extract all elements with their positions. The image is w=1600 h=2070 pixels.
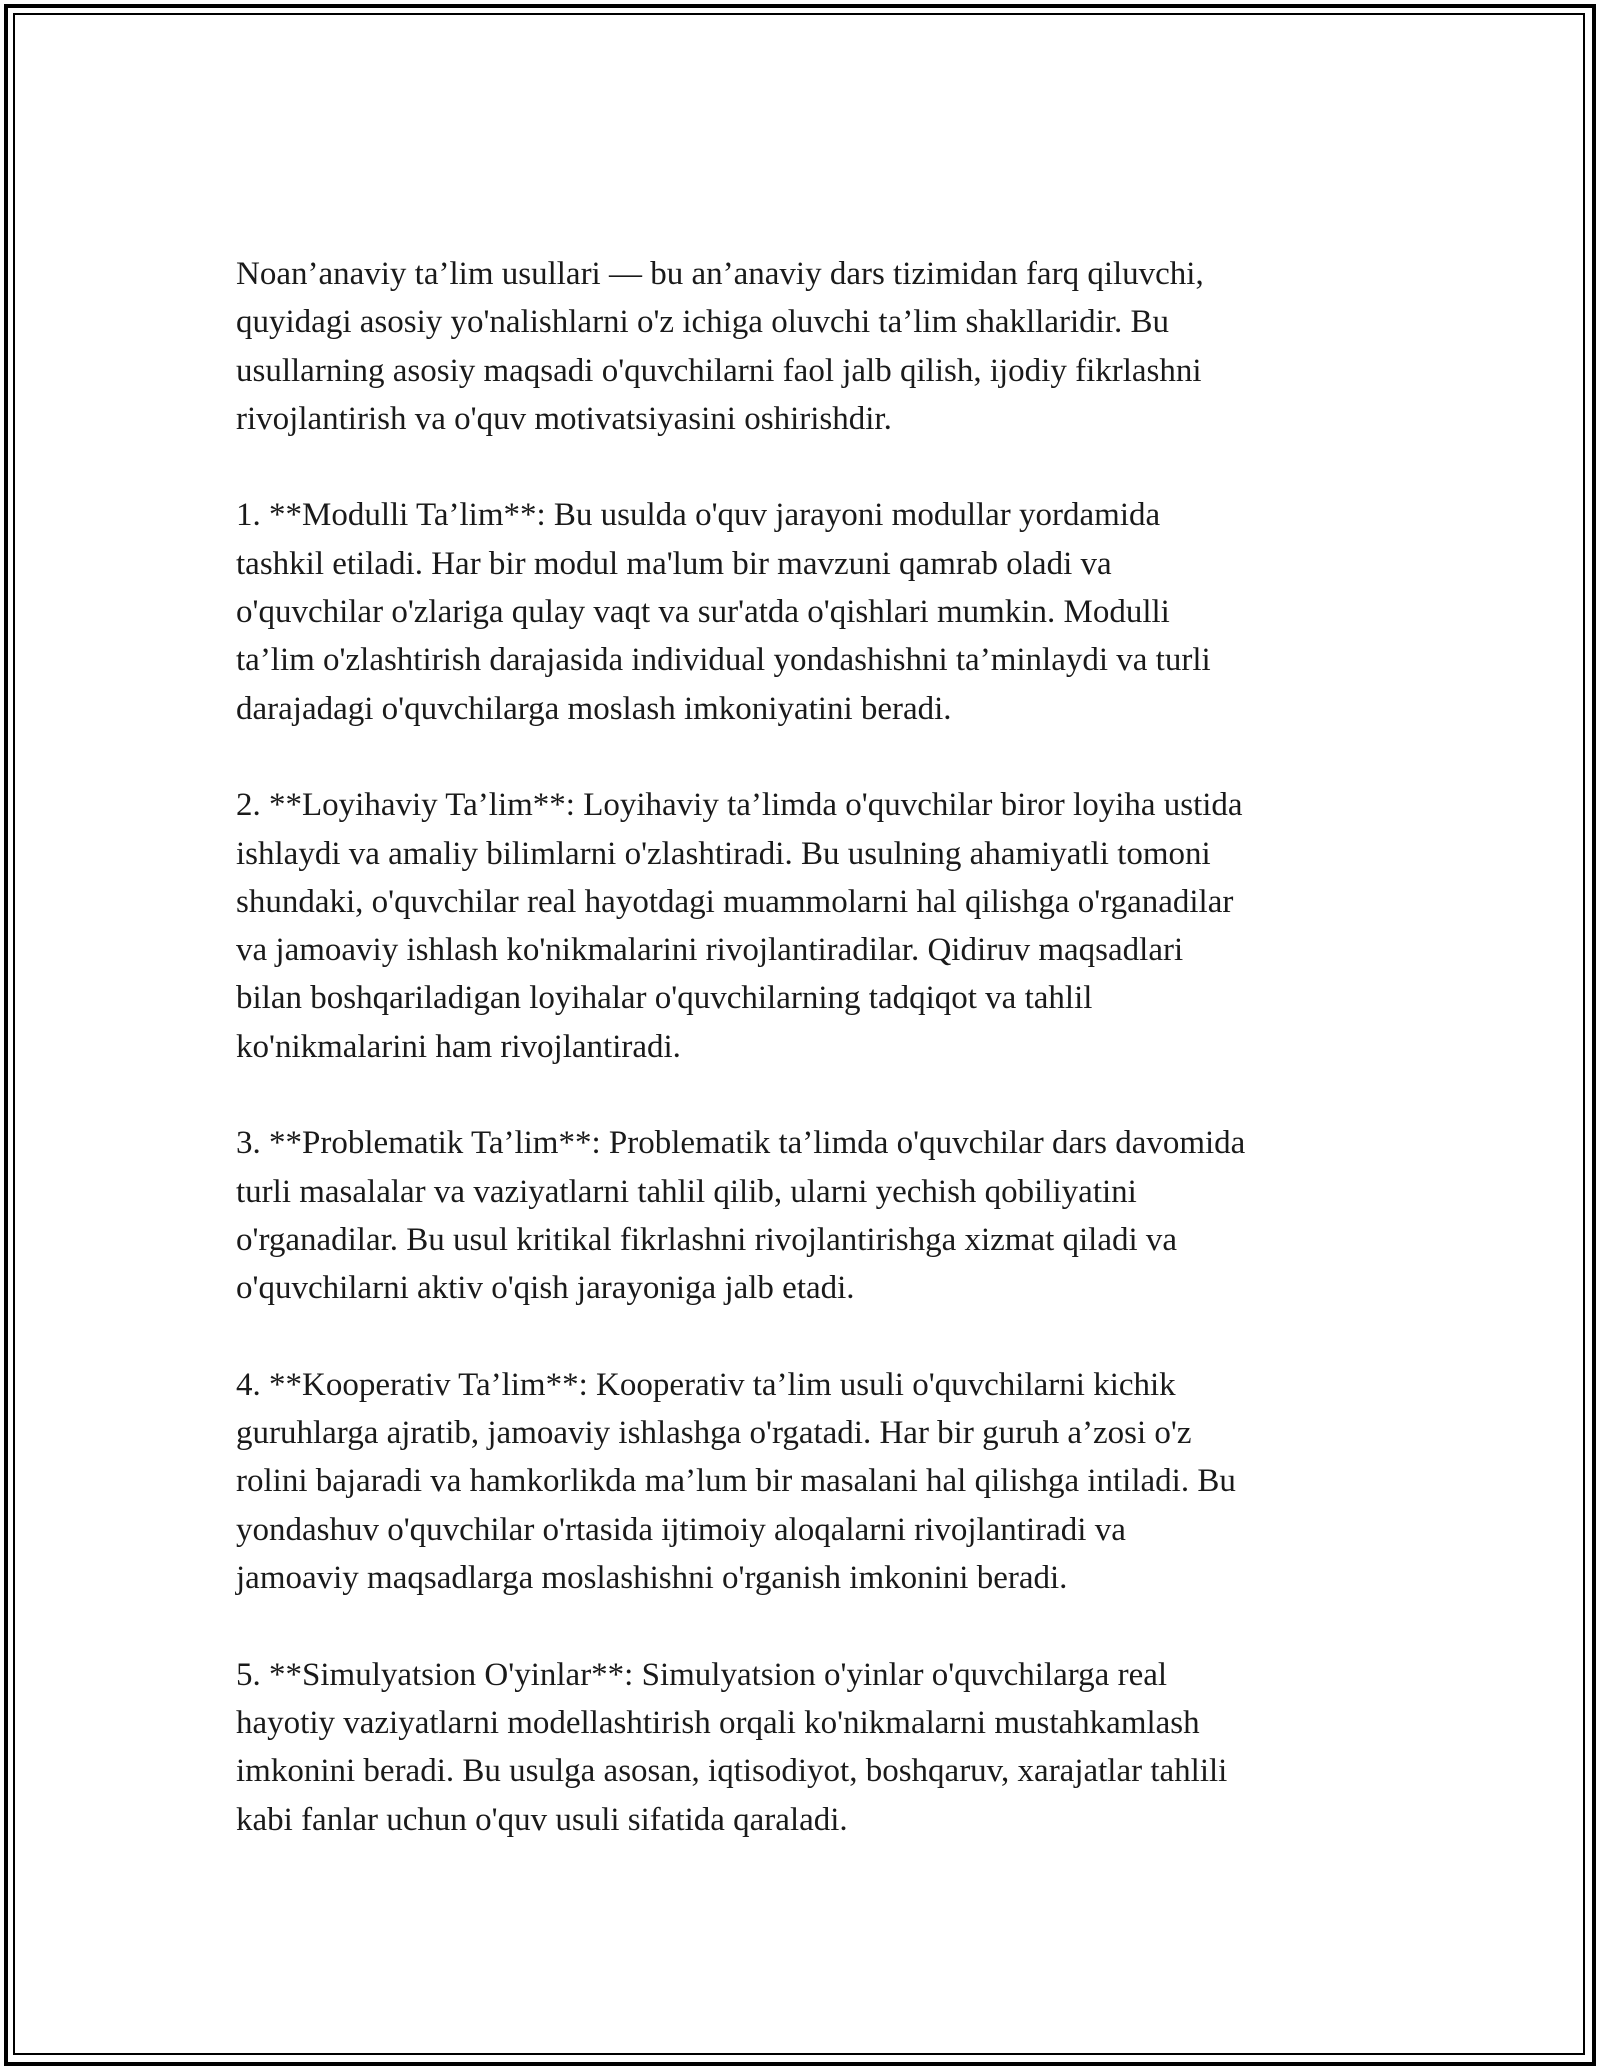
text-line: 4. **Kooperativ Ta’lim**: Kooperativ ta’lim usuli o'quvchilarni kichik bbox=[236, 1366, 1176, 1403]
text-line: ko'nikmalarini ham rivojlantiradi. bbox=[236, 1028, 681, 1065]
item-modulli-talim bbox=[236, 491, 1376, 732]
text-line: o'rganadilar. Bu usul kritikal fikrlashni rivojlantirishga xizmat qiladi va bbox=[236, 1221, 1178, 1258]
text-line: turli masalalar va vaziyatlarni tahlil qilib, ularni yechish qobiliyatini bbox=[236, 1173, 1137, 1210]
text-line: Noan’anaviy ta’lim usullari — bu an’anaviy dars tizimidan farq qiluvchi, bbox=[236, 256, 1204, 292]
text-line: va jamoaviy ishlash ko'nikmalarini rivojlantiradilar. Qidiruv maqsadlari bbox=[236, 932, 1184, 969]
text-line: ta’lim o'zlashtirish darajasida individual yondashishni ta’minlaydi va turli bbox=[236, 642, 1211, 679]
text-line: o'quvchilar o'zlariga qulay vaqt va sur'atda o'qishlari mumkin. Modulli bbox=[236, 594, 1170, 631]
item-problematik-talim bbox=[236, 1119, 1376, 1312]
item-loyihaviy-talim bbox=[236, 781, 1376, 1071]
text-line: 5. **Simulyatsion O'yinlar**: Simulyatsion o'yinlar o'quvchilarga real bbox=[236, 1656, 1168, 1693]
text-line: rivojlantirish va o'quv motivatsiyasini oshirishdir. bbox=[236, 400, 892, 437]
text-line: imkonini beradi. Bu usulga asosan, iqtisodiyot, boshqaruv, xarajatlar tahlili bbox=[236, 1753, 1228, 1790]
text-line: tashkil etiladi. Har bir modul ma'lum bir mavzuni qamrab oladi va bbox=[236, 545, 1112, 582]
text-line: rolini bajaradi va hamkorlikda ma’lum bir masalani hal qilishga intiladi. Bu bbox=[236, 1463, 1236, 1500]
text-line: 1. **Modulli Ta’lim**: Bu usulda o'quv jarayoni modullar yordamida bbox=[236, 497, 1161, 534]
text-line: guruhlarga ajratib, jamoaviy ishlashga o'rgatadi. Har bir guruh a’zosi o'z bbox=[236, 1415, 1192, 1452]
text-line: o'quvchilarni aktiv o'qish jarayoniga jalb etadi. bbox=[236, 1270, 855, 1307]
text-line: 3. **Problematik Ta’lim**: Problematik ta’limda o'quvchilar dars davomida bbox=[236, 1125, 1246, 1162]
text-line: 2. **Loyihaviy Ta’lim**: Loyihaviy ta’limda o'quvchilar biror loyiha ustida bbox=[236, 787, 1243, 824]
text-line: bilan boshqariladigan loyihalar o'quvchilarning tadqiqot va tahlil bbox=[236, 980, 1093, 1017]
text-line: hayotiy vaziyatlarni modellashtirish orqali ko'nikmalarni mustahkamlash bbox=[236, 1704, 1200, 1741]
text-line: ishlaydi va amaliy bilimlarni o'zlashtiradi. Bu usulning ahamiyatli tomoni bbox=[236, 835, 1211, 872]
text-line: quyidagi asosiy yo'nalishlarni o'z ichiga oluvchi ta’lim shakllaridir. Bu bbox=[236, 304, 1169, 341]
item-kooperativ-talim bbox=[236, 1361, 1376, 1602]
text-line: yondashuv o'quvchilar o'rtasida ijtimoiy aloqalarni rivojlantiradi va bbox=[236, 1511, 1126, 1548]
intro-paragraph bbox=[236, 250, 1376, 443]
item-simulyatsion-oyinlar bbox=[236, 1651, 1376, 1844]
text-line: shundaki, o'quvchilar real hayotdagi muammolarni hal qilishga o'rganadilar bbox=[236, 883, 1234, 920]
text-line: usullarning asosiy maqsadi o'quvchilarni faol jalb qilish, ijodiy fikrlashni bbox=[236, 352, 1202, 389]
text-line: kabi fanlar uchun o'quv usuli sifatida qaraladi. bbox=[236, 1801, 848, 1838]
text-line: jamoaviy maqsadlarga moslashishni o'rganish imkonini beradi. bbox=[236, 1560, 1068, 1597]
document-body bbox=[236, 250, 1376, 1892]
text-line: darajadagi o'quvchilarga moslash imkoniyatini beradi. bbox=[236, 690, 952, 727]
